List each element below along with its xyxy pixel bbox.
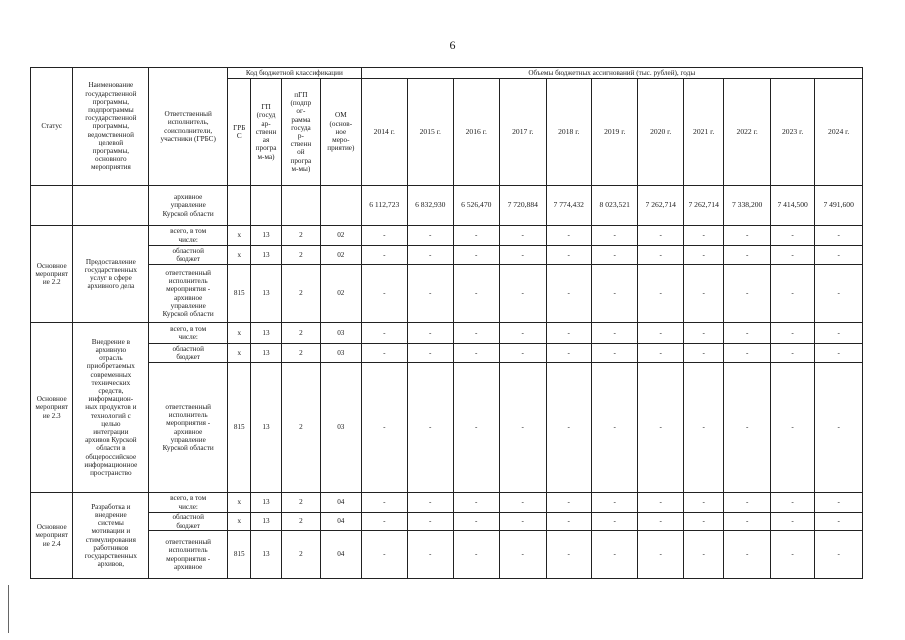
- row-grbs: х: [228, 513, 251, 531]
- row-value-dash: -: [453, 493, 500, 513]
- first-row-pgp: [281, 186, 320, 226]
- row-value-dash: -: [591, 531, 638, 579]
- table-row: [31, 246, 863, 265]
- row-om: 02: [321, 265, 361, 323]
- row-value-dash: -: [683, 513, 723, 531]
- row-value-dash: -: [591, 265, 638, 323]
- row-value-dash: -: [724, 531, 771, 579]
- row-value-dash: -: [770, 246, 814, 265]
- margin-line: [8, 585, 9, 633]
- row-value-dash: -: [408, 363, 453, 493]
- row-value-dash: -: [770, 363, 814, 493]
- row-value-dash: -: [770, 226, 814, 246]
- first-row-gp: [251, 186, 281, 226]
- row-gp: 13: [251, 323, 281, 344]
- row-pgp: 2: [281, 531, 320, 579]
- row-value-dash: -: [724, 226, 771, 246]
- row-value-dash: -: [361, 323, 408, 344]
- row-value-dash: -: [361, 363, 408, 493]
- row-value-dash: -: [453, 246, 500, 265]
- row-value-dash: -: [500, 246, 547, 265]
- row-value-dash: -: [683, 363, 723, 493]
- row-executor: областной бюджет: [149, 513, 228, 531]
- row-om: 03: [321, 363, 361, 493]
- row-value-dash: -: [500, 323, 547, 344]
- row-executor: ответственный исполнитель мероприятия - архивное: [149, 531, 228, 579]
- first-row-value: 6 112,723: [361, 186, 408, 226]
- header-code-2: пГП (подпр ог- рамма госуда р- ственн ой програ м-мы): [281, 79, 320, 186]
- row-gp: 13: [251, 265, 281, 323]
- row-value-dash: -: [770, 531, 814, 579]
- table-row: [31, 493, 863, 513]
- row-value-dash: -: [546, 246, 591, 265]
- row-value-dash: -: [500, 344, 547, 363]
- row-value-dash: -: [500, 493, 547, 513]
- row-value-dash: -: [453, 323, 500, 344]
- row-pgp: 2: [281, 363, 320, 493]
- row-om: 03: [321, 323, 361, 344]
- header-volumes: Объемы бюджетных ассигнований (тыс. рублей), годы: [361, 68, 862, 79]
- row-value-dash: -: [724, 493, 771, 513]
- row-value-dash: -: [408, 246, 453, 265]
- row-value-dash: -: [500, 513, 547, 531]
- row-value-dash: -: [638, 246, 683, 265]
- row-pgp: 2: [281, 493, 320, 513]
- header-year: 2016 г.: [453, 79, 500, 186]
- row-executor: ответственный исполнитель мероприятия - архивное управление Курской области: [149, 363, 228, 493]
- row-executor: всего, в том числе:: [149, 323, 228, 344]
- row-om: 04: [321, 531, 361, 579]
- page-number: 6: [449, 38, 456, 52]
- row-value-dash: -: [591, 363, 638, 493]
- row-value-dash: -: [683, 226, 723, 246]
- table-row: [31, 363, 863, 493]
- row-value-dash: -: [638, 493, 683, 513]
- row-value-dash: -: [815, 493, 863, 513]
- table-row: [31, 226, 863, 246]
- first-row-grbs: [228, 186, 251, 226]
- header-year: 2021 г.: [683, 79, 723, 186]
- row-value-dash: -: [500, 531, 547, 579]
- first-row-value: 7 491,600: [815, 186, 863, 226]
- row-grbs: 815: [228, 363, 251, 493]
- row-value-dash: -: [638, 531, 683, 579]
- first-row-om: [321, 186, 361, 226]
- row-value-dash: -: [500, 363, 547, 493]
- row-value-dash: -: [591, 493, 638, 513]
- row-value-dash: -: [638, 323, 683, 344]
- row-value-dash: -: [815, 363, 863, 493]
- row-value-dash: -: [591, 513, 638, 531]
- row-value-dash: -: [408, 323, 453, 344]
- row-value-dash: -: [453, 531, 500, 579]
- row-value-dash: -: [591, 323, 638, 344]
- table-row: [31, 531, 863, 579]
- first-row-value: 7 262,714: [638, 186, 683, 226]
- table-row: [31, 344, 863, 363]
- row-value-dash: -: [815, 226, 863, 246]
- row-om: 04: [321, 493, 361, 513]
- row-value-dash: -: [683, 246, 723, 265]
- row-gp: 13: [251, 493, 281, 513]
- first-row-value: 7 262,714: [683, 186, 723, 226]
- header-year: 2014 г.: [361, 79, 408, 186]
- row-value-dash: -: [546, 363, 591, 493]
- row-executor: областной бюджет: [149, 246, 228, 265]
- row-value-dash: -: [638, 363, 683, 493]
- row-value-dash: -: [591, 226, 638, 246]
- first-row-value: 8 023,521: [591, 186, 638, 226]
- row-grbs: х: [228, 246, 251, 265]
- row-om: 02: [321, 246, 361, 265]
- header-year: 2018 г.: [546, 79, 591, 186]
- row-value-dash: -: [591, 246, 638, 265]
- row-value-dash: -: [361, 493, 408, 513]
- row-gp: 13: [251, 513, 281, 531]
- row-grbs: х: [228, 344, 251, 363]
- row-value-dash: -: [724, 265, 771, 323]
- row-value-dash: -: [408, 513, 453, 531]
- row-value-dash: -: [546, 265, 591, 323]
- group-status: Основное мероприят ие 2.3: [31, 323, 73, 493]
- row-value-dash: -: [500, 226, 547, 246]
- row-value-dash: -: [361, 265, 408, 323]
- row-executor: ответственный исполнитель мероприятия - архивное управление Курской области: [149, 265, 228, 323]
- row-gp: 13: [251, 363, 281, 493]
- row-executor: всего, в том числе:: [149, 226, 228, 246]
- row-value-dash: -: [683, 265, 723, 323]
- row-value-dash: -: [724, 246, 771, 265]
- row-gp: 13: [251, 226, 281, 246]
- table-row: [31, 323, 863, 344]
- row-value-dash: -: [815, 323, 863, 344]
- row-value-dash: -: [683, 531, 723, 579]
- row-value-dash: -: [453, 265, 500, 323]
- row-value-dash: -: [546, 226, 591, 246]
- row-value-dash: -: [770, 493, 814, 513]
- group-name: Предоставление государственных услуг в сфере архивного дела: [73, 226, 149, 323]
- header-year: 2017 г.: [500, 79, 547, 186]
- row-pgp: 2: [281, 246, 320, 265]
- row-value-dash: -: [683, 323, 723, 344]
- header-status: Статус: [31, 68, 73, 186]
- row-grbs: 815: [228, 531, 251, 579]
- row-value-dash: -: [724, 363, 771, 493]
- row-value-dash: -: [770, 344, 814, 363]
- row-value-dash: -: [408, 265, 453, 323]
- row-value-dash: -: [361, 513, 408, 531]
- row-value-dash: -: [815, 531, 863, 579]
- row-value-dash: -: [724, 344, 771, 363]
- row-value-dash: -: [815, 513, 863, 531]
- row-value-dash: -: [638, 344, 683, 363]
- row-grbs: х: [228, 226, 251, 246]
- first-row-value: 7 414,500: [770, 186, 814, 226]
- row-value-dash: -: [591, 344, 638, 363]
- row-pgp: 2: [281, 226, 320, 246]
- row-value-dash: -: [361, 531, 408, 579]
- row-gp: 13: [251, 531, 281, 579]
- row-value-dash: -: [361, 246, 408, 265]
- row-value-dash: -: [638, 513, 683, 531]
- header-year: 2015 г.: [408, 79, 453, 186]
- table-row: [31, 513, 863, 531]
- row-pgp: 2: [281, 513, 320, 531]
- row-value-dash: -: [546, 513, 591, 531]
- row-om: 02: [321, 226, 361, 246]
- group-status: Основное мероприят ие 2.4: [31, 493, 73, 579]
- row-value-dash: -: [546, 493, 591, 513]
- row-grbs: 815: [228, 265, 251, 323]
- row-value-dash: -: [770, 323, 814, 344]
- row-executor: всего, в том числе:: [149, 493, 228, 513]
- group-name: Внедрение в архивную отрасль приобретаемых современных технических средств, информацион- ных продуктов и технологий с целью интеграции архивов Курской области в общероссийское информационное пространство: [73, 323, 149, 493]
- row-value-dash: -: [408, 531, 453, 579]
- row-value-dash: -: [683, 344, 723, 363]
- row-gp: 13: [251, 246, 281, 265]
- header-year: 2024 г.: [815, 79, 863, 186]
- row-value-dash: -: [770, 265, 814, 323]
- first-row-executor: архивное управление Курской области: [149, 186, 228, 226]
- row-executor: областной бюджет: [149, 344, 228, 363]
- row-grbs: х: [228, 323, 251, 344]
- row-value-dash: -: [815, 246, 863, 265]
- first-row-name: [73, 186, 149, 226]
- row-value-dash: -: [453, 363, 500, 493]
- row-value-dash: -: [724, 323, 771, 344]
- header-year: 2019 г.: [591, 79, 638, 186]
- row-value-dash: -: [638, 226, 683, 246]
- row-pgp: 2: [281, 323, 320, 344]
- row-gp: 13: [251, 344, 281, 363]
- row-value-dash: -: [638, 265, 683, 323]
- first-row-value: 6 526,470: [453, 186, 500, 226]
- row-value-dash: -: [546, 323, 591, 344]
- group-status: Основное мероприят ие 2.2: [31, 226, 73, 323]
- first-row-status: [31, 186, 73, 226]
- row-value-dash: -: [546, 531, 591, 579]
- first-row-value: 7 338,200: [724, 186, 771, 226]
- row-om: 04: [321, 513, 361, 531]
- row-grbs: х: [228, 493, 251, 513]
- first-row-value: 6 832,930: [408, 186, 453, 226]
- row-value-dash: -: [408, 344, 453, 363]
- row-value-dash: -: [408, 493, 453, 513]
- header-year: 2020 г.: [638, 79, 683, 186]
- group-name: Разработка и внедрение системы мотивации и стимулирования работников государственных архивов,: [73, 493, 149, 579]
- first-row-value: 7 774,432: [546, 186, 591, 226]
- table-row: [31, 265, 863, 323]
- row-value-dash: -: [361, 344, 408, 363]
- row-value-dash: -: [815, 265, 863, 323]
- row-pgp: 2: [281, 265, 320, 323]
- row-value-dash: -: [770, 513, 814, 531]
- row-value-dash: -: [500, 265, 547, 323]
- header-code-0: ГРБ С: [228, 79, 251, 186]
- header-executor: Ответственный исполнитель, соисполнители, участники (ГРБС): [149, 68, 228, 186]
- budget-table: [30, 67, 863, 579]
- first-row-value: 7 720,884: [500, 186, 547, 226]
- row-value-dash: -: [408, 226, 453, 246]
- header-year: 2023 г.: [770, 79, 814, 186]
- header-name: Наименование государственной программы, подпрограммы государственной программы, ведомственной целевой программы, основного мероприятия: [73, 68, 149, 186]
- header-code-1: ГП (госуд ар- ственн ая програ м-ма): [251, 79, 281, 186]
- row-value-dash: -: [453, 344, 500, 363]
- header-budget-code: Код бюджетной классификации: [228, 68, 361, 79]
- row-value-dash: -: [546, 344, 591, 363]
- row-value-dash: -: [724, 513, 771, 531]
- row-value-dash: -: [815, 344, 863, 363]
- header-code-3: ОМ (основ- ное меро- приятие): [321, 79, 361, 186]
- row-pgp: 2: [281, 344, 320, 363]
- row-value-dash: -: [453, 513, 500, 531]
- row-value-dash: -: [453, 226, 500, 246]
- header-year: 2022 г.: [724, 79, 771, 186]
- row-om: 03: [321, 344, 361, 363]
- row-value-dash: -: [683, 493, 723, 513]
- row-value-dash: -: [361, 226, 408, 246]
